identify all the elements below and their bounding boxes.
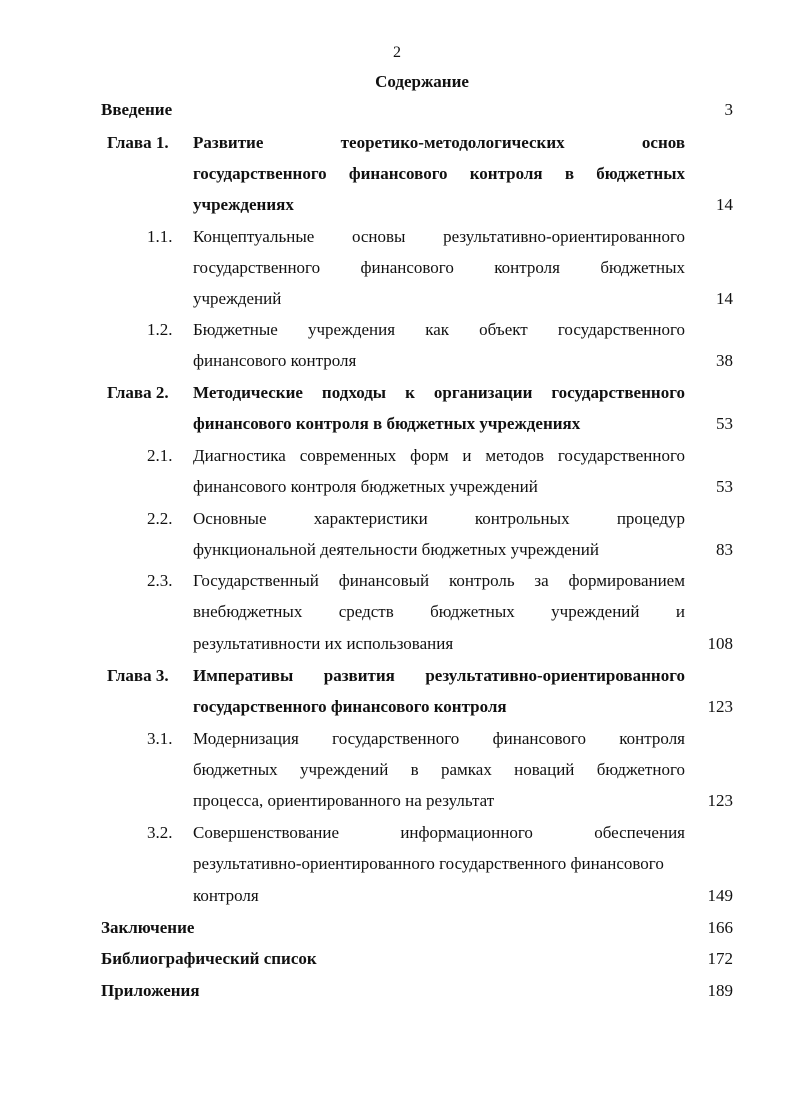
section-title-line: финансового контроля бюджетных учреждений [193, 477, 538, 496]
toc-entry-page: 172 [707, 949, 733, 968]
section-title-line: Государственный финансовый контроль за формированием [193, 571, 685, 590]
toc-intro-page: 3 [724, 100, 733, 119]
section-page: 108 [707, 634, 733, 653]
section-title-line: Концептуальные основы результативно-ориентированного [193, 227, 685, 246]
section-page: 83 [716, 540, 733, 559]
section-title-line: результативности их использования [193, 634, 454, 653]
chapter-page: 123 [707, 697, 733, 716]
section-page: 38 [716, 351, 733, 370]
section-number: 1.2. [147, 320, 173, 339]
section-page: 53 [716, 477, 733, 496]
chapter-label: Глава 1. [107, 133, 169, 152]
section-title-line: Модернизация государственного финансового контроля [193, 729, 685, 748]
section-title-line: Основные характеристики контрольных процедур [193, 509, 685, 528]
toc-entry-label: Заключение [101, 918, 195, 937]
chapter-title-line: Развитие теоретико-методологических основ [193, 133, 685, 152]
page-title: Содержание [375, 72, 469, 91]
chapter-title-line: учреждениях [193, 195, 294, 214]
section-title-line: Бюджетные учреждения как объект государственного [193, 320, 685, 339]
chapter-title-line: Императивы развития результативно-ориентированного [193, 666, 685, 685]
section-number: 2.2. [147, 509, 173, 528]
section-title-line: процесса, ориентированного на результат [193, 791, 495, 810]
section-page: 149 [707, 886, 733, 905]
toc-entry-label: Библиографический список [101, 949, 317, 968]
chapter-label: Глава 2. [107, 383, 169, 402]
chapter-label: Глава 3. [107, 666, 169, 685]
chapter-page: 53 [716, 414, 733, 433]
section-number: 3.1. [147, 729, 173, 748]
toc-intro-label: Введение [101, 100, 173, 119]
section-number: 3.2. [147, 823, 173, 842]
section-title-line: функциональной деятельности бюджетных учреждений [193, 540, 599, 559]
section-title-line: контроля [193, 886, 259, 905]
chapter-title-line: финансового контроля в бюджетных учреждениях [193, 414, 581, 433]
toc-entry-page: 189 [707, 981, 733, 1000]
section-title-line: результативно-ориентированного государственного финансового [193, 854, 664, 873]
section-number: 1.1. [147, 227, 173, 246]
chapter-title-line: государственного финансового контроля [193, 697, 507, 716]
section-page: 123 [707, 791, 733, 810]
section-title-line: Совершенствование информационного обеспечения [193, 823, 685, 842]
chapter-title-line: государственного финансового контроля в бюджетных [193, 164, 685, 183]
section-title-line: учреждений [193, 289, 282, 308]
toc-entry-page: 166 [707, 918, 733, 937]
section-number: 2.1. [147, 446, 173, 465]
section-title-line: внебюджетных средств бюджетных учреждений и [193, 602, 685, 621]
chapter-title-line: Методические подходы к организации государственного [193, 383, 685, 402]
section-title-line: финансового контроля [193, 351, 357, 370]
section-title-line: Диагностика современных форм и методов государственного [193, 446, 685, 465]
page-number: 2 [393, 44, 401, 61]
section-number: 2.3. [147, 571, 173, 590]
section-title-line: государственного финансового контроля бюджетных [193, 258, 685, 277]
toc-entry-label: Приложения [101, 981, 200, 1000]
chapter-page: 14 [716, 195, 733, 214]
section-title-line: бюджетных учреждений в рамках новаций бюджетного [193, 760, 685, 779]
section-page: 14 [716, 289, 733, 308]
